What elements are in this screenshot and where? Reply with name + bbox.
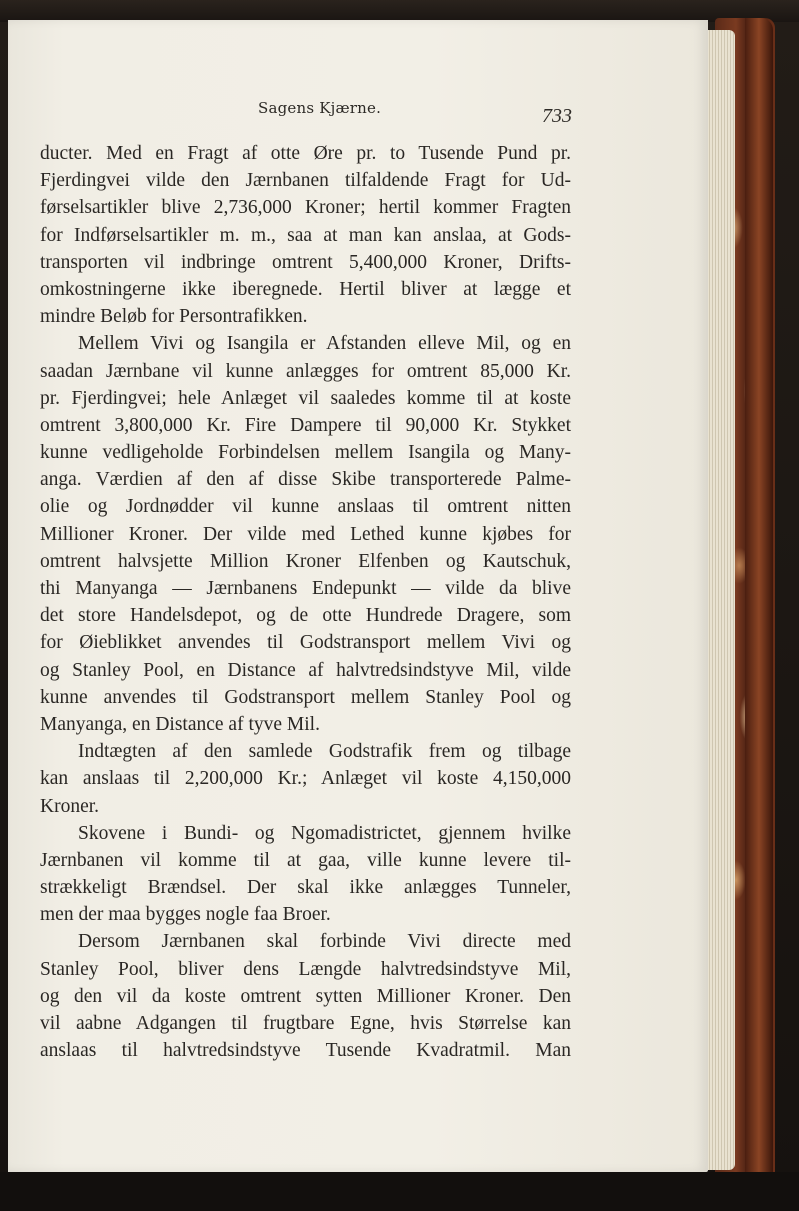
- text-line: Indtægten af den samlede Godstrafik frem og tilbage: [78, 741, 571, 763]
- text-line: transporten vil indbringe omtrent 5,400,000 Kroner, Drifts-: [40, 251, 571, 273]
- text-line: saadan Jærnbane vil kunne anlægges for omtrent 85,000 Kr.: [40, 360, 571, 382]
- text-line: Stanley Pool, bliver dens Længde halvtredsindstyve Mil,: [40, 958, 571, 980]
- body-text: [40, 140, 571, 1064]
- text-line: omtrent 3,800,000 Kr. Fire Dampere til 90,000 Kr. Stykket: [40, 414, 571, 436]
- text-line: omkostningerne ikke iberegnede. Hertil bliver at lægge et: [40, 278, 571, 300]
- text-line: anslaas til halvtredsindstyve Tusende Kvadratmil. Man: [40, 1040, 571, 1062]
- text-line: strækkeligt Brændsel. Der skal ikke anlægges Tunneler,: [40, 877, 571, 899]
- text-line: og den vil da koste omtrent sytten Millioner Kroner. Den: [40, 985, 571, 1007]
- text-line: olie og Jordnødder vil kunne anslaas til omtrent nitten: [40, 496, 571, 518]
- text-line: førselsartikler blive 2,736,000 Kroner; hertil kommer Fragten: [40, 197, 571, 219]
- running-head: Sagens Kjærne.: [258, 99, 382, 117]
- text-line: Mellem Vivi og Isangila er Afstanden elleve Mil, og en: [78, 333, 571, 355]
- text-line: mindre Beløb for Persontrafikken.: [40, 306, 308, 328]
- text-line: for Indførselsartikler m. m., saa at man kan anslaa, at Gods-: [40, 224, 571, 246]
- background-top-edge: [0, 0, 799, 22]
- text-line: Jærnbanen vil komme til at gaa, ville kunne levere til-: [40, 849, 571, 871]
- text-line: Millioner Kroner. Der vilde med Lethed kunne kjøbes for: [40, 523, 571, 545]
- background-bottom-edge: [0, 1172, 799, 1211]
- page-number: 733: [542, 105, 572, 127]
- text-line: det store Handelsdepot, og de otte Hundrede Dragere, som: [40, 605, 571, 627]
- text-line: kunne anvendes til Godstransport mellem Stanley Pool og: [40, 686, 571, 708]
- text-line: pr. Fjerdingvei; hele Anlæget vil saaledes komme til at koste: [40, 387, 571, 409]
- text-line: vil aabne Adgangen til frugtbare Egne, hvis Størrelse kan: [40, 1013, 571, 1034]
- text-line: men der maa bygges nogle faa Broer.: [40, 904, 331, 926]
- text-line: og Stanley Pool, en Distance af halvtredsindstyve Mil, vilde: [40, 659, 571, 681]
- text-line: Fjerdingvei vilde den Jærnbanen tilfaldende Fragt for Ud-: [40, 170, 571, 192]
- text-line: kunne vedligeholde Forbindelsen mellem Isangila og Many-: [40, 442, 571, 464]
- text-line: ducter. Med en Fragt af otte Øre pr. to Tusende Pund pr.: [40, 143, 571, 164]
- text-line: anga. Værdien af den af disse Skibe transporterede Palme-: [40, 469, 571, 491]
- text-line: Kroner.: [40, 795, 100, 817]
- text-line: Manyanga, en Distance af tyve Mil.: [40, 713, 320, 735]
- text-line: thi Manyanga — Jærnbanens Endepunkt — vilde da blive: [40, 578, 571, 599]
- text-line: Skovene i Bundi- og Ngomadistrictet, gjennem hvilke: [78, 822, 571, 844]
- text-line: for Øieblikket anvendes til Godstransport mellem Vivi og: [40, 632, 571, 654]
- text-line: omtrent halvsjette Million Kroner Elfenben og Kautschuk,: [40, 550, 571, 572]
- text-line: kan anslaas til 2,200,000 Kr.; Anlæget vil koste 4,150,000: [40, 768, 571, 790]
- book-cover-edge: [745, 18, 773, 1183]
- text-line: Dersom Jærnbanen skal forbinde Vivi directe med: [78, 931, 571, 953]
